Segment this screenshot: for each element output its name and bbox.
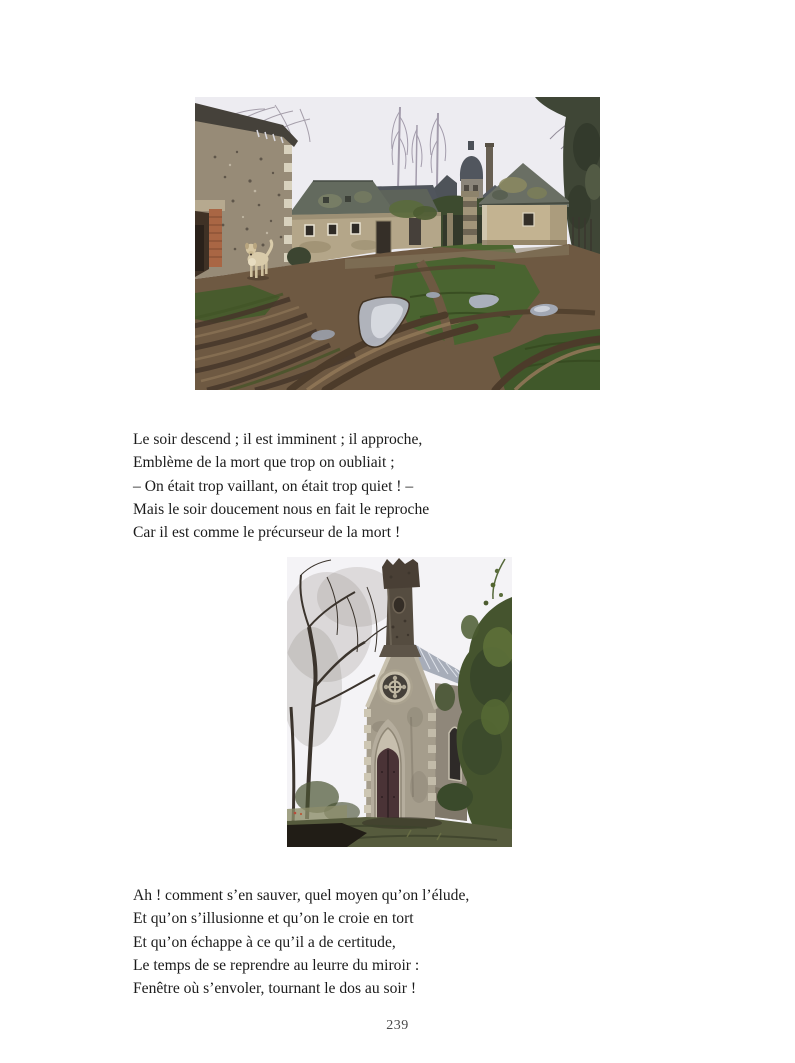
chapel-photo-illustration (287, 557, 512, 847)
poem-line: Mais le soir doucement nous en fait le reproche (133, 501, 430, 519)
stanza-2 (133, 884, 469, 1001)
poem-line: Car il est comme le précurseur de la mort ! (133, 524, 401, 542)
stanza-1 (133, 428, 429, 545)
poem-line: Emblème de la mort que trop on oubliait ; (133, 454, 395, 472)
photo-farmyard (195, 97, 600, 390)
photo-chapel (287, 557, 512, 847)
poem-line: Fenêtre où s’envoler, tournant le dos au soir ! (133, 980, 417, 998)
rose-window (377, 669, 413, 705)
farm-photo-illustration (195, 97, 600, 390)
poem-line: – On était trop vaillant, on était trop quiet ! – (133, 477, 414, 495)
poem-line: Ah ! comment s’en sauver, quel moyen qu’on l’élude, (133, 887, 470, 904)
page-number: 239 (386, 1018, 409, 1033)
poem-line: Et qu’on échappe à ce qu’il a de certitude, (133, 933, 396, 951)
poem-line: Le soir descend ; il est imminent ; il approche, (133, 431, 423, 448)
poem-line: Le temps de se reprendre au leurre du miroir : (133, 957, 420, 975)
poem-line: Et qu’on s’illusionne et qu’on le croie en tort (133, 910, 414, 928)
